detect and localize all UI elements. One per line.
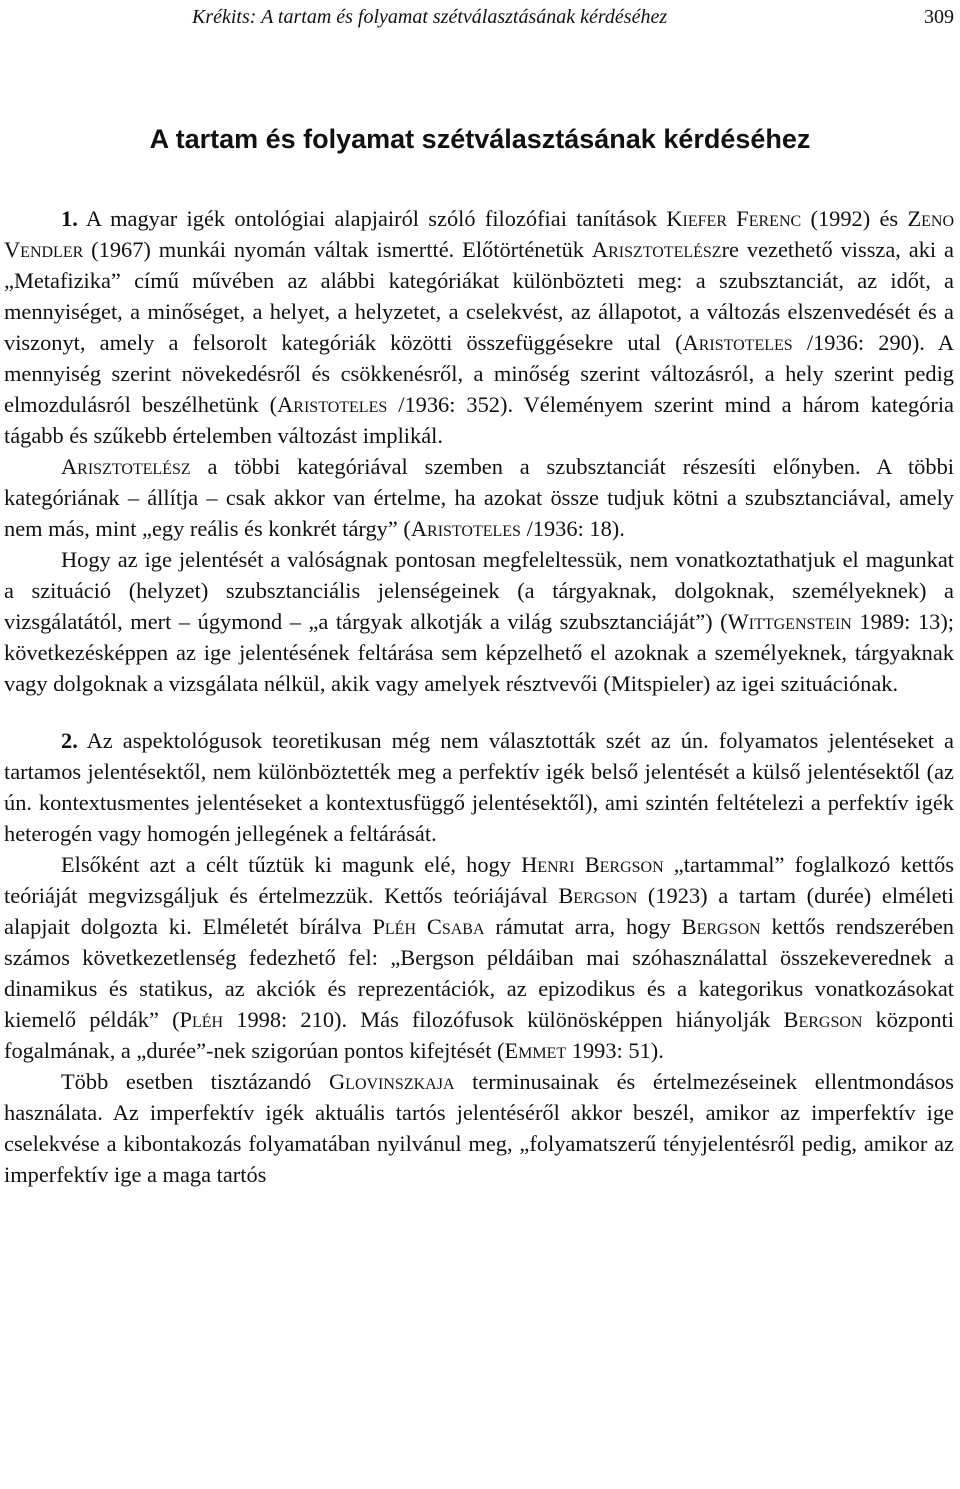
section-number: 2.	[61, 728, 78, 753]
text-run: központi fogalmának, a „durée”-nek szigorúan pontos kifejtését (	[4, 1007, 954, 1063]
author-name: Zeno Vendler	[4, 206, 954, 262]
author-name: Bergson	[681, 914, 761, 939]
text-run: re vezethető vissza, aki a „Metafizika” című művében az alábbi kategóriákat különbözteti meg: a szubsztanciát, az időt, a mennyiséget, a minőséget, a helyet, a helyzetet, a cselekvést, az állapotot, a változás elszenvedését és a viszonyt, amely a felsorolt kategóriák közötti összefüggésekre utal (	[4, 237, 954, 355]
text-run: a többi kategóriával szemben a szubsztanciát részesíti előnyben. A többi kategóriának – állítja – csak akkor van értelme, ha azokat össze tudjuk kötni a szubsztanciával, amely nem más, mint „egy reális és konkrét tárgy” (	[4, 454, 954, 541]
article-body	[4, 203, 954, 1190]
page-number: 309	[924, 6, 954, 28]
paragraph-text	[4, 206, 954, 448]
text-run: 1998: 210). Más filozófusok különösképpen hiányolják	[223, 1007, 784, 1032]
text-run: /1936: 290). A mennyiség szerint növekedésről és csökkenésről, a minőség szerint változásról, a hely szerint pedig elmozdulásról beszélhetünk (	[4, 330, 954, 417]
section-2-paragraph-2	[4, 849, 954, 1066]
author-name: Pléh	[179, 1007, 224, 1032]
section-1-paragraph-3	[4, 544, 954, 699]
text-run: Az aspektológusok teoretikusan még nem választották szét az ún. folyamatos jelentéseket a tartamos jelentésektől, nem különböztették meg a perfektív igék belső jelentését a külső jelentésektől (az ún. kontextusmentes jelentéseket a kontextusfüggő jelentésektől), ami szintén feltételezi a perfektív igék heterogén vagy homogén jellegének a feltárását.	[4, 728, 954, 846]
section-1-paragraph-1	[4, 203, 954, 451]
text-run: /1936: 352). Véleményem szerint mind a három kategória tágabb és szűkebb értelemben változást implikál.	[4, 392, 954, 448]
section-gap	[4, 699, 954, 725]
paragraph-text	[4, 547, 954, 696]
text-run: (1967) munkái nyomán váltak ismertté. Előtörténetük	[83, 237, 592, 262]
text-run: (1992) és	[801, 206, 908, 231]
author-name: Bergson	[558, 883, 638, 908]
section-2-paragraph-3	[4, 1066, 954, 1190]
text-run: Több esetben tisztázandó	[61, 1069, 329, 1094]
section-2-paragraph-1	[4, 725, 954, 849]
author-name: Aristoteles	[410, 516, 521, 541]
text-run: Elsőként azt a célt tűztük ki magunk elé, hogy	[61, 852, 522, 877]
author-name: Emmet	[504, 1038, 567, 1063]
author-name: Arisztotelész	[591, 237, 722, 262]
text-run: Hogy az ige jelentését a valóságnak pontosan megfeleltessük, nem vonatkoztathatjuk el magunkat a szituáció (helyzet) szubsztanciális jelenségeinek (a tárgyaknak, dolgoknak, személyeknek) a vizsgálatától, mert – úgymond – „a tárgyak alkotják a világ szubsztanciáját”) (	[4, 547, 954, 634]
text-run: A magyar igék ontológiai alapjairól szóló filozófiai tanítások	[77, 206, 667, 231]
text-run: /1936: 18).	[520, 516, 625, 541]
author-name: Aristoteles	[682, 330, 793, 355]
running-header	[192, 4, 954, 30]
author-name: Arisztotelész	[61, 454, 191, 479]
author-name: Bergson	[783, 1007, 863, 1032]
section-1-paragraph-2	[4, 451, 954, 544]
section-number: 1.	[61, 206, 78, 231]
running-title: Krékits: A tartam és folyamat szétválasztásának kérdéséhez	[192, 6, 668, 28]
text-run: (1923) a tartam (durée) elméleti alapjait dolgozta ki. Elméletét bírálva	[4, 883, 954, 939]
author-name: Henri Bergson	[521, 852, 664, 877]
text-run: 1993: 51).	[566, 1038, 664, 1063]
paragraph-text	[4, 852, 954, 1063]
text-run: „tartammal” foglalkozó kettős teóriáját megvizsgáljuk és értelmezzük. Kettős teóriájával	[4, 852, 954, 908]
article-title: A tartam és folyamat szétválasztásának kérdéséhez	[149, 124, 811, 154]
text-run: kettős rendszerében számos következetlenség fedezhető fel: „Bergson példáiban mai szóhasználattal összekeverednek a dinamikus és statikus, az akciók és reprezentációk, az epizodikus és a kategorikus vonatkozásokat kiemelő példák” (	[4, 914, 954, 1032]
paragraph-text	[4, 1069, 954, 1187]
author-name: Pléh Csaba	[372, 914, 485, 939]
text-run: rámutat arra, hogy	[484, 914, 682, 939]
author-name: Glovinszkaja	[329, 1069, 455, 1094]
author-name: Aristoteles	[277, 392, 388, 417]
text-run: 1989: 13); következésképpen az ige jelentésének feltárása sem képzelhető el azoknak a személyeknek, tárgyaknak vagy dolgoknak a vizsgálata nélkül, akik vagy amelyek résztvevői (Mitspieler) az igei szituációnak.	[4, 609, 955, 696]
author-name: Wittgenstein	[727, 609, 852, 634]
paragraph-text	[4, 454, 954, 541]
text-run: terminusainak és értelmezéseinek ellentmondásos használata. Az imperfektív igék aktuális tartós jelentéséről akkor beszél, amikor az imperfektív ige cselekvése a kibontakozás folyamatában nyilvánul meg, „folyamatszerű tényjelentésről pedig, amikor az imperfektív ige a maga tartós	[4, 1069, 954, 1187]
paragraph-text	[4, 728, 954, 846]
author-name: Kiefer Ferenc	[666, 206, 802, 231]
